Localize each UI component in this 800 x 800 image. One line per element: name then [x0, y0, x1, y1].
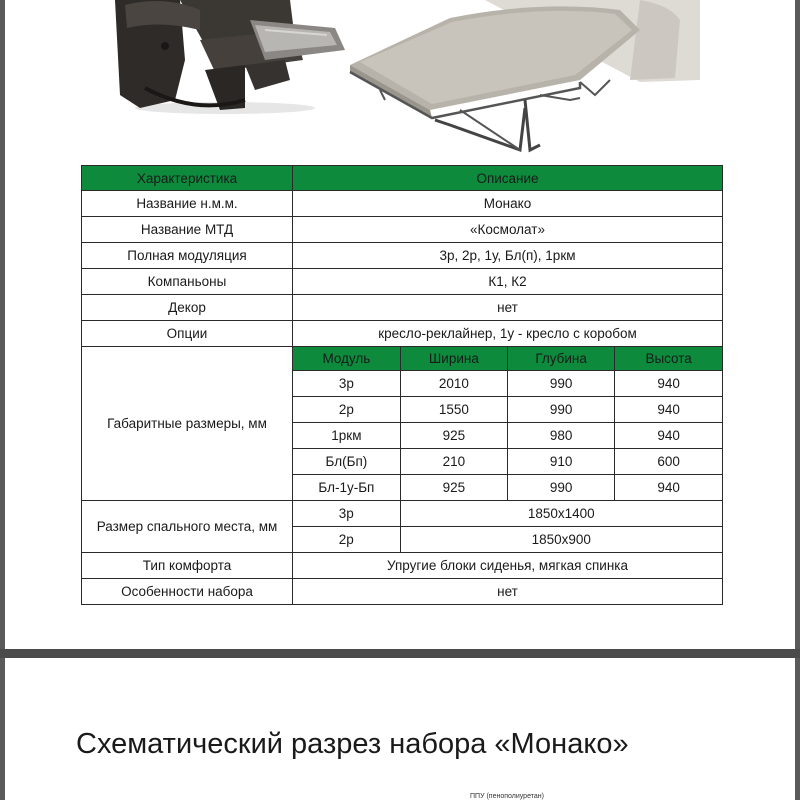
dim-cell: 990 [508, 475, 615, 501]
sleep-module: 3р [293, 501, 400, 527]
table-row [82, 191, 723, 217]
row-label: Опции [82, 321, 293, 347]
dim-cell: 925 [400, 423, 507, 449]
row-value: кресло-реклайнер, 1у - кресло с коробом [293, 321, 723, 347]
dim-cell: Бл(Бп) [293, 449, 400, 475]
dim-cell: 940 [615, 475, 722, 501]
dim-header-module: Модуль [293, 347, 400, 371]
table-row [82, 579, 723, 605]
page-frame-left-lower [0, 658, 5, 800]
table-row [82, 553, 723, 579]
row-value: Монако [293, 191, 723, 217]
dimensions-row [82, 347, 723, 501]
page-frame-right-lower [795, 658, 800, 800]
sofa-bed-photo [340, 0, 700, 158]
table-row [82, 243, 723, 269]
sleeping-cell [293, 501, 723, 553]
row-value: Упругие блоки сиденья, мягкая спинка [293, 553, 723, 579]
dim-cell: 990 [508, 371, 615, 397]
row-label: Декор [82, 295, 293, 321]
dimensions-data-row [293, 449, 722, 475]
row-value: К1, К2 [293, 269, 723, 295]
row-value: «Космолат» [293, 217, 723, 243]
dim-cell: 940 [615, 371, 722, 397]
recliner-photo [105, 0, 345, 115]
table-row [82, 295, 723, 321]
dim-cell: 980 [508, 423, 615, 449]
dimensions-data-row [293, 475, 722, 501]
specification-table [81, 165, 723, 605]
sleeping-subtable [293, 501, 722, 552]
sleeping-data-row [293, 527, 722, 553]
dim-cell: 1550 [400, 397, 507, 423]
dim-header-height: Высота [615, 347, 722, 371]
row-label: Название МТД [82, 217, 293, 243]
dim-cell: 940 [615, 423, 722, 449]
dimensions-data-row [293, 397, 722, 423]
dim-cell: 910 [508, 449, 615, 475]
row-label: Тип комфорта [82, 553, 293, 579]
section-title: Схематический разрез набора «Монако» [76, 728, 629, 760]
dimensions-label: Габаритные размеры, мм [82, 347, 293, 501]
row-label: Особенности набора [82, 579, 293, 605]
sleeping-row [82, 501, 723, 553]
page-frame-left [0, 0, 5, 650]
sleep-module: 2р [293, 527, 400, 553]
dim-cell: 1ркм [293, 423, 400, 449]
dimensions-subtable [293, 347, 722, 500]
dim-cell: 2р [293, 397, 400, 423]
sleeping-label: Размер спального места, мм [82, 501, 293, 553]
dim-cell: 940 [615, 397, 722, 423]
dim-cell: 3р [293, 371, 400, 397]
dim-cell: 210 [400, 449, 507, 475]
row-label: Компаньоны [82, 269, 293, 295]
dim-header-depth: Глубина [508, 347, 615, 371]
diagram-caption: ППУ (пенополиуретан) [470, 793, 544, 800]
sleeping-data-row [293, 501, 722, 527]
table-row [82, 269, 723, 295]
row-label: Название н.м.м. [82, 191, 293, 217]
dimensions-data-row [293, 371, 722, 397]
dim-header-width: Ширина [400, 347, 507, 371]
dim-cell: Бл-1у-Бп [293, 475, 400, 501]
table-row [82, 217, 723, 243]
row-label: Полная модуляция [82, 243, 293, 269]
dim-cell: 2010 [400, 371, 507, 397]
table-header-row [82, 166, 723, 191]
row-value: 3р, 2р, 1у, Бл(п), 1ркм [293, 243, 723, 269]
page-frame-right [795, 0, 800, 650]
dimensions-header-row [293, 347, 722, 371]
dim-cell: 600 [615, 449, 722, 475]
table-row [82, 321, 723, 347]
dimensions-cell [293, 347, 723, 501]
dimensions-data-row [293, 423, 722, 449]
page-divider [0, 649, 800, 658]
header-characteristic: Характеристика [82, 166, 293, 191]
row-value: нет [293, 579, 723, 605]
dim-cell: 990 [508, 397, 615, 423]
dim-cell: 925 [400, 475, 507, 501]
header-description: Описание [293, 166, 723, 191]
row-value: нет [293, 295, 723, 321]
sleep-size: 1850х900 [400, 527, 722, 553]
sleep-size: 1850х1400 [400, 501, 722, 527]
